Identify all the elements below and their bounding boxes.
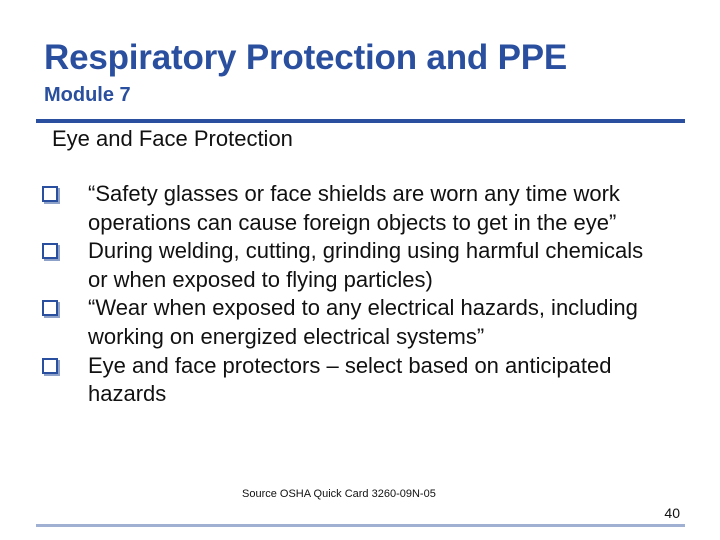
bullet-text: During welding, cutting, grinding using harmful chemicals or when exposed to flying particles) bbox=[88, 238, 644, 292]
bullet-text: “Wear when exposed to any electrical hazards, including working on energized electrical systems” bbox=[88, 295, 638, 349]
checkbox-bullet-icon bbox=[42, 243, 58, 259]
slide-subtitle: Module 7 bbox=[44, 84, 131, 106]
checkbox-bullet-icon bbox=[42, 300, 58, 316]
checkbox-bullet-icon bbox=[42, 186, 58, 202]
checkbox-bullet-icon bbox=[42, 358, 58, 374]
footer-divider bbox=[36, 524, 685, 527]
bullet-text: Eye and face protectors – select based on anticipated hazards bbox=[88, 352, 612, 407]
slide-title: Respiratory Protection and PPE bbox=[44, 38, 568, 77]
bullet-item bbox=[42, 352, 662, 409]
bullet-item bbox=[42, 237, 662, 294]
bullet-text: “Safety glasses or face shields are worn any time work operations can cause foreign objects to get in the eye” bbox=[88, 181, 620, 235]
source-citation: Source OSHA Quick Card 3260-09N-05 bbox=[242, 488, 436, 500]
bullet-item bbox=[42, 180, 662, 237]
page-number: 40 bbox=[664, 505, 680, 521]
title-divider bbox=[36, 119, 685, 123]
bullet-item bbox=[42, 294, 662, 351]
section-heading: Eye and Face Protection bbox=[52, 126, 293, 151]
bullet-list bbox=[42, 180, 662, 409]
